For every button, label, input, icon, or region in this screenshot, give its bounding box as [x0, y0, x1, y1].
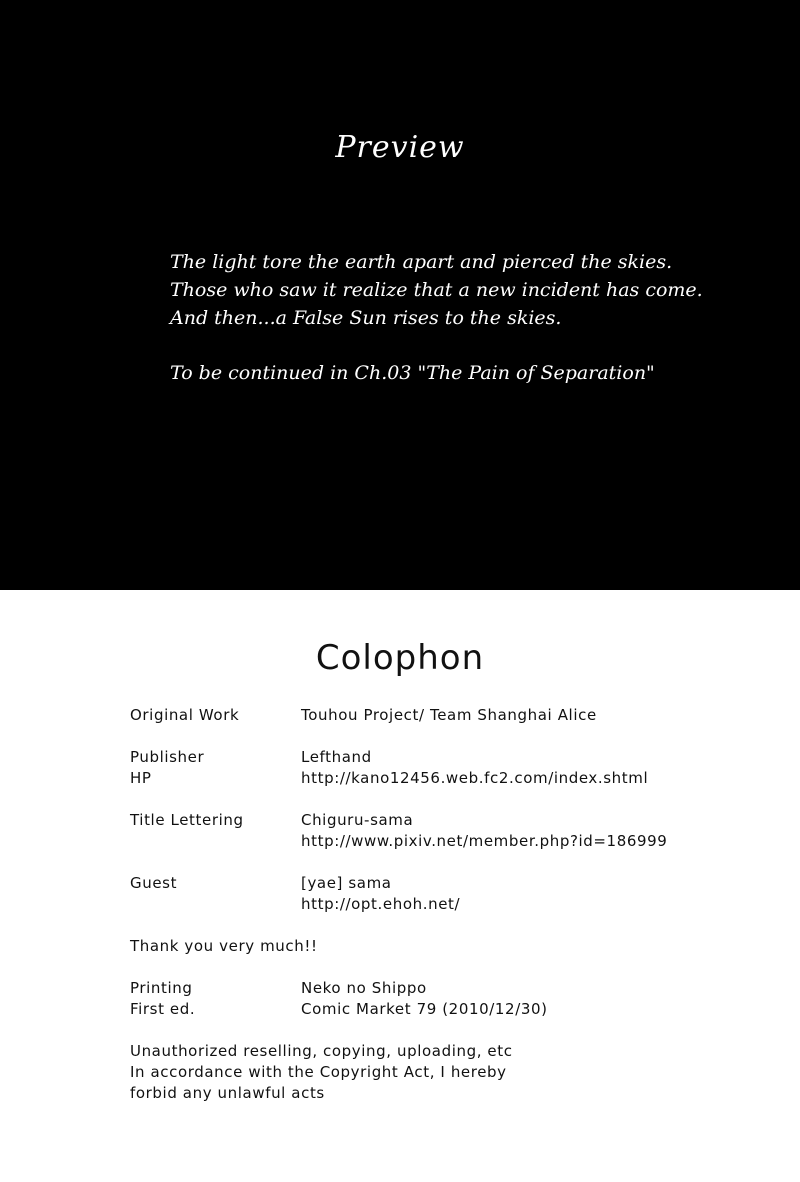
notice-line: Unauthorized reselling, copying, uploading, etc: [130, 1042, 513, 1060]
preview-title: Preview: [335, 130, 465, 165]
title-lettering-value: Chiguru-sama: [301, 811, 414, 829]
preview-line: And then...a False Sun rises to the skies.: [170, 307, 562, 329]
preview-text: [170, 248, 770, 332]
thanks-text: Thank you very much!!: [130, 937, 318, 955]
colophon-section: [0, 590, 800, 1182]
preview-line: Those who saw it realize that a new incident has come.: [170, 279, 703, 301]
notice-line: forbid any unlawful acts: [130, 1084, 325, 1102]
guest-label: Guest: [130, 874, 178, 892]
first-ed-value: Comic Market 79 (2010/12/30): [301, 1000, 548, 1018]
title-lettering-label: Title Lettering: [130, 811, 244, 829]
hp-link[interactable]: http://kano12456.web.fc2.com/index.shtml: [301, 769, 649, 787]
guest-value: [yae] sama: [301, 874, 392, 892]
first-ed-label: First ed.: [130, 1000, 196, 1018]
printing-label: Printing: [130, 979, 193, 997]
preview-panel: [0, 0, 800, 590]
printing-value: Neko no Shippo: [301, 979, 427, 997]
publisher-value: Lefthand: [301, 748, 372, 766]
notice-line: In accordance with the Copyright Act, I hereby: [130, 1063, 507, 1081]
preview-continued: To be continued in Ch.03 "The Pain of Separation": [170, 362, 655, 384]
hp-label: HP: [130, 769, 152, 787]
preview-line: The light tore the earth apart and pierced the skies.: [170, 251, 673, 273]
original-work-value: Touhou Project/ Team Shanghai Alice: [301, 706, 597, 724]
title-lettering-link[interactable]: http://www.pixiv.net/member.php?id=186999: [301, 832, 668, 850]
publisher-label: Publisher: [130, 748, 205, 766]
original-work-label: Original Work: [130, 706, 240, 724]
guest-link[interactable]: http://opt.ehoh.net/: [301, 895, 461, 913]
colophon-title: Colophon: [315, 638, 485, 678]
